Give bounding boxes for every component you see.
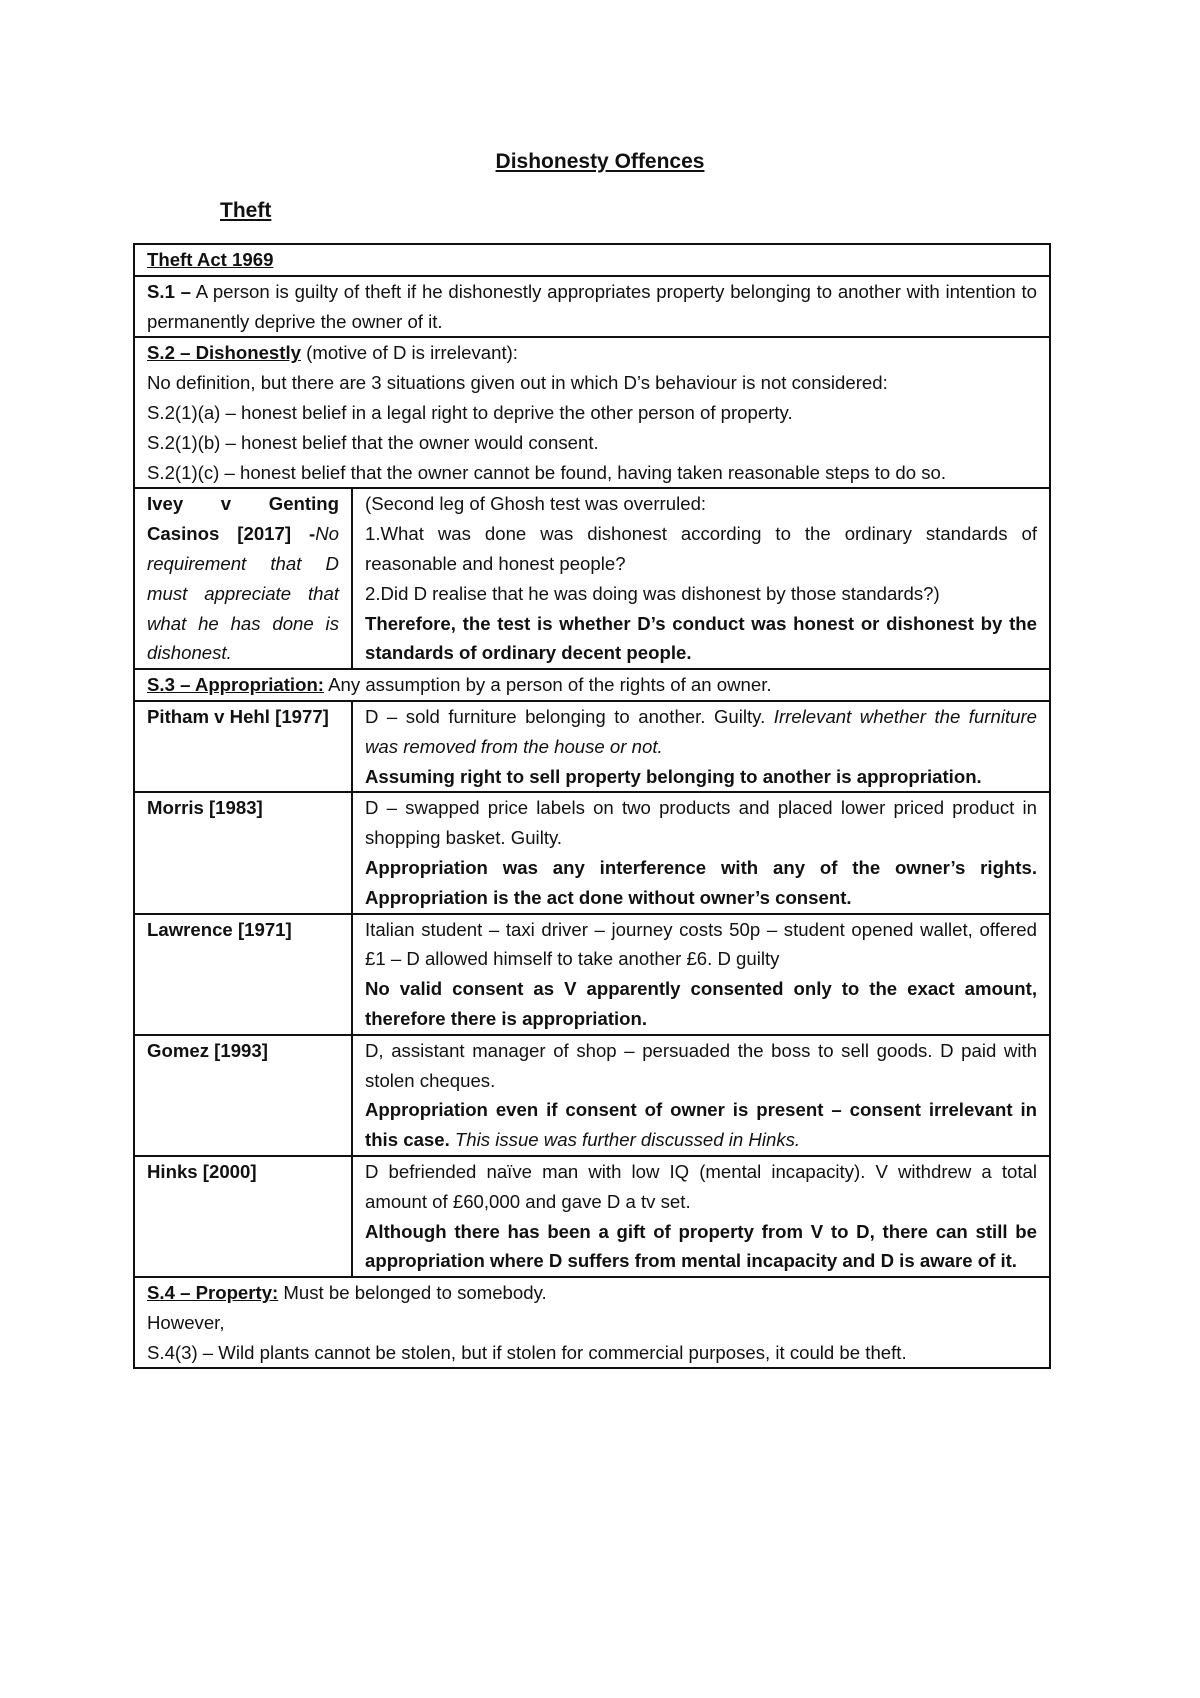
s3-cell [134,669,1050,701]
row-s2 [134,337,1050,488]
table-row [134,1035,1050,1156]
table-row [134,914,1050,1035]
ivey-detail-cell [352,488,1050,669]
row-s3 [134,669,1050,701]
theft-table [133,243,1051,1369]
table-row [134,1156,1050,1277]
s2-cell [134,337,1050,488]
case-facts: Italian student – taxi driver – journey costs 50p – student opened wallet, offered £1 – D allowed himself to take another £6. D guilty [365,918,1037,970]
ivey-conclusion: Therefore, the test is whether D’s conduct was honest or dishonest by the standards of ordinary decent people. [365,612,1037,664]
row-s4 [134,1277,1050,1368]
act-title: Theft Act 1969 [147,249,274,270]
case-name: Gomez [1993] [147,1039,268,1061]
case-name: Pitham v Hehl [1977] [147,705,329,727]
s2-heading-note: (motive of D is irrelevant): [300,342,518,364]
case-detail-cell [352,792,1050,913]
ivey-case-name: Ivey v Genting Casinos [2017] [147,493,339,545]
ivey-line-3: 2.Did D realise that he was doing was dishonest by those standards?) [365,582,940,604]
case-rule: No valid consent as V apparently consented only to the exact amount, therefore there is appropriation. [365,978,1037,1029]
ivey-case-note: No requirement that D must appreciate that what he has done is dishonest. [147,523,340,664]
case-facts-italic: Irrelevant whether the furniture was removed from the house or not. [365,705,1037,757]
s2-heading: S.2 – Dishonestly [147,342,301,364]
s1-label: S.1 – [147,280,191,302]
s2-item-c: S.2(1)(c) – honest belief that the owner cannot be found, having taken reasonable steps to do so. [147,461,947,483]
s3-text: Any assumption by a person of the rights of an owner. [324,674,772,696]
case-rule: Appropriation was any interference with any of the owner’s rights. Appropriation is the act done without owner’s consent. [365,856,1037,908]
table-row [134,701,1050,792]
ivey-line-2: 1.What was done was dishonest according to the ordinary standards of reasonable and honest people? [365,523,1037,574]
s4-text: Must be belonged to somebody. [278,1282,547,1304]
s1-cell [134,276,1050,338]
case-rule-italic: This issue was further discussed in Hinks. [449,1129,801,1151]
case-detail-cell [352,914,1050,1035]
table-row [134,792,1050,913]
case-name: Hinks [2000] [147,1160,257,1182]
case-name: Lawrence [1971] [147,918,292,940]
s4-item: S.4(3) – Wild plants cannot be stolen, but if stolen for commercial purposes, it could be theft. [147,1341,907,1363]
case-rule: Although there has been a gift of property from V to D, there can still be appropriation where D suffers from mental incapacity and D is aware of it. [365,1220,1037,1272]
case-name-cell [134,792,352,913]
section-heading-theft: Theft [220,199,272,222]
case-rule: Assuming right to sell property belonging to another is appropriation. [365,765,982,787]
case-name-cell [134,1156,352,1277]
row-s1 [134,276,1050,338]
case-name: Morris [1983] [147,797,263,819]
s2-item-a: S.2(1)(a) – honest belief in a legal right to deprive the other person of property. [147,401,793,423]
row-ivey [134,488,1050,669]
s4-cell [134,1277,1050,1368]
case-facts: D – sold furniture belonging to another. Guilty. [365,705,774,727]
row-act-title [134,244,1050,276]
s1-text: A person is guilty of theft if he dishonestly appropriates property belonging to another with intention to permanently deprive the owner of it. [147,280,1037,332]
ivey-line-1: (Second leg of Ghosh test was overruled: [365,493,707,515]
s3-heading: S.3 – Appropriation: [147,674,324,696]
ivey-case-dash: - [291,523,316,545]
case-name-cell [134,914,352,1035]
ivey-case-cell [134,488,352,669]
s4-however: However, [147,1311,225,1333]
s4-heading: S.4 – Property: [147,1282,279,1304]
act-title-cell [134,244,1050,276]
case-facts: D befriended naïve man with low IQ (mental incapacity). V withdrew a total amount of £60,000 and gave D a tv set. [365,1160,1037,1212]
case-name-cell [134,1035,352,1156]
case-name-cell [134,701,352,792]
case-facts: D, assistant manager of shop – persuaded the boss to sell goods. D paid with stolen cheques. [365,1039,1037,1091]
case-detail-cell [352,1035,1050,1156]
s2-intro: No definition, but there are 3 situations given out in which D’s behaviour is not considered: [147,372,888,394]
case-detail-cell [352,1156,1050,1277]
document-title: Dishonesty Offences [495,150,705,173]
case-facts: D – swapped price labels on two products and placed lower priced product in shopping basket. Guilty. [365,797,1037,849]
s2-item-b: S.2(1)(b) – honest belief that the owner would consent. [147,431,599,453]
case-detail-cell [352,701,1050,792]
case-rule: Appropriation even if consent of owner is present – consent irrelevant in this case. [365,1099,1037,1151]
